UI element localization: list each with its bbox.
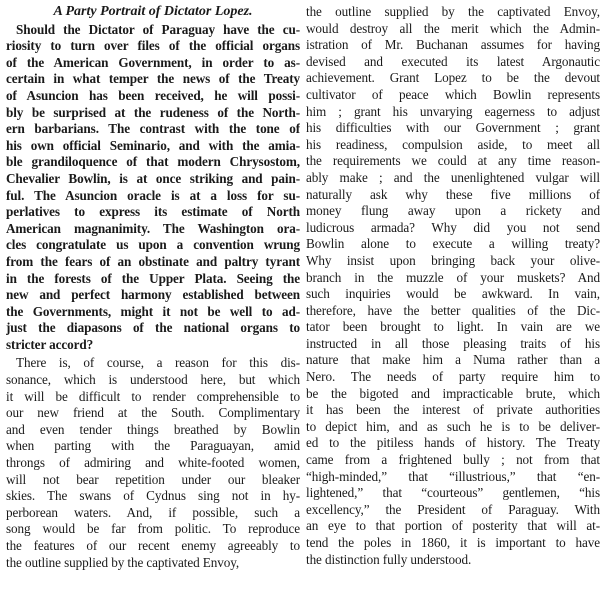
paragraph-2-line: throngs of admiring and white-footed women, bbox=[6, 455, 300, 471]
paragraph-1 bbox=[6, 22, 300, 354]
paragraph-1-line: of Asuncion has been received, he will possi- bbox=[6, 87, 300, 103]
paragraph-1-line: stricter accord? bbox=[6, 336, 94, 352]
paragraph-2-continued-line: lightened,” that “courteous” gentlemen, “his bbox=[306, 485, 600, 501]
paragraph-2 bbox=[6, 355, 300, 571]
paragraph-2-continued-line: devised and executed its latest Argonautic bbox=[306, 53, 600, 69]
paragraph-2-continued-line: tator been brought to light. In vain are we bbox=[306, 319, 600, 335]
paragraph-1-line: ful. The Asuncion oracle is at a loss for su- bbox=[6, 187, 300, 203]
paragraph-1-line: American magnanimity. The Washington ora- bbox=[6, 220, 300, 236]
paragraph-2-line: the features of our recent enemy agreeably to bbox=[6, 538, 300, 553]
paragraph-1-line: Chevalier Bowlin, is at once striking and pain- bbox=[6, 170, 300, 186]
paragraph-2-line: skies. The swans of Cydnus sing not in hy- bbox=[6, 488, 300, 504]
paragraph-2-continued bbox=[306, 4, 600, 568]
paragraph-2-continued-line: his difficulties with our Government ; grant bbox=[306, 120, 600, 136]
paragraph-2-continued-line: Why insist upon bringing back your olive- bbox=[306, 252, 600, 268]
paragraph-2-line: it will be difficult to render comprehensible to bbox=[6, 388, 300, 404]
paragraph-2-continued-line: such inquiries would be awkward. In vain, bbox=[306, 286, 600, 302]
paragraph-2-continued-line: it has been the interest of private authorities bbox=[306, 402, 600, 418]
paragraph-1-line: the Governments, might it not be well to ad- bbox=[6, 303, 300, 319]
paragraph-1-line: perlatives to express its estimate of North bbox=[6, 204, 300, 220]
paragraph-2-continued-line: money flung away upon a rickety and bbox=[306, 203, 600, 219]
paragraph-1-line: his own official Seminario, and with the amia- bbox=[6, 137, 300, 153]
paragraph-2-continued-line: the distinction fully understood. bbox=[306, 551, 472, 567]
paragraph-2-continued-line: came from a frightened bully ; not from that bbox=[306, 452, 600, 468]
paragraph-1-line: from the fears of an obstinate and paltry tyrant bbox=[6, 253, 300, 269]
paragraph-2-continued-line: ludicrous armada? Why did you not send bbox=[306, 219, 600, 235]
paragraph-2-continued-line: branch in the muzzle of your muskets? And bbox=[306, 269, 600, 285]
paragraph-2-continued-line: tend the poles in 1860, it is important to have bbox=[306, 535, 600, 550]
paragraph-1-line: in the forests of the Upper Plata. Seeing the bbox=[6, 270, 300, 286]
paragraph-2-continued-line: an eye to that portion of posterity that will at- bbox=[306, 518, 600, 534]
paragraph-2-continued-line: excellency,” the President of Paraguay. With bbox=[306, 501, 600, 517]
paragraph-2-continued-line: istration of Mr. Buchanan assumes for having bbox=[306, 37, 600, 53]
paragraph-1-line: cles congratulate us upon a convention wrung bbox=[6, 237, 300, 253]
paragraph-2-continued-line: to depict him, and as such he is to be deliver- bbox=[306, 418, 600, 434]
paragraph-2-continued-line: the requirements we could at any time reason- bbox=[306, 153, 600, 169]
paragraph-2-continued-line: achievement. Grant Lopez to be the devout bbox=[306, 70, 600, 86]
paragraph-2-line: song would be far from politic. To reproduce bbox=[6, 521, 300, 537]
paragraph-1-line: ern barbarians. The contrast with the tone of bbox=[6, 121, 300, 137]
paragraph-1-line: just the diapasons of the national organs to bbox=[6, 320, 300, 336]
paragraph-2-continued-line: Bowlin alone to execute a willing treaty? bbox=[306, 236, 600, 252]
paragraph-2-continued-line: therefore, have the better qualities of the Dic- bbox=[306, 302, 600, 318]
paragraph-2-line: will not bear repetition under our bleaker bbox=[6, 471, 300, 487]
paragraph-2-continued-line: cultivator of peace which Bowlin represents bbox=[306, 86, 600, 102]
paragraph-2-line: perborean waters. And, if possible, such a bbox=[6, 504, 300, 520]
paragraph-2-line: our new friend at the South. Complimentary bbox=[6, 405, 300, 421]
paragraph-2-line: There is, of course, a reason for this dis- bbox=[16, 355, 300, 371]
paragraph-2-continued-line: ed to the pitiless hands of history. The Treaty bbox=[306, 435, 600, 451]
paragraph-2-continued-line: Nero. The needs of party require him to bbox=[306, 369, 600, 385]
paragraph-2-line: when parting with the Paraguayan, amid bbox=[6, 438, 300, 454]
right-column bbox=[306, 4, 600, 568]
paragraph-2-continued-line: be the bigoted and impracticable brute, which bbox=[306, 385, 600, 401]
paragraph-2-continued-line: the outline supplied by the captivated Envoy, bbox=[306, 4, 600, 19]
paragraph-2-continued-line: nature that make him a Numa rather than a bbox=[306, 352, 600, 368]
paragraph-2-continued-line: his readiness, compulsion aside, to meet all bbox=[306, 136, 600, 152]
paragraph-2-continued-line: him ; grant his unvarying eagerness to adjust bbox=[306, 103, 600, 119]
paragraph-1-line: bly be surprised at the rudeness of the North- bbox=[6, 104, 300, 120]
paragraph-2-line: and even tender things breathed by Bowlin bbox=[6, 421, 300, 437]
paragraph-2-line: the outline supplied by the captivated Envoy, bbox=[6, 554, 240, 570]
paragraph-1-line: new and perfect harmony established between bbox=[6, 287, 300, 303]
paragraph-2-continued-line: ably make ; and the unenlightened vulgar will bbox=[306, 169, 600, 185]
paragraph-2-continued-line: instructed in all those pleasing traits of his bbox=[306, 335, 600, 351]
left-column bbox=[6, 4, 300, 571]
paragraph-1-line: certain in what temper the news of the Treaty bbox=[6, 71, 300, 87]
paragraph-1-line: Should the Dictator of Paraguay have the cu- bbox=[16, 21, 300, 37]
paragraph-2-line: sonance, which is understood here, but which bbox=[6, 372, 300, 388]
paragraph-1-line: riosity to turn over files of the official organs bbox=[6, 38, 300, 54]
paragraph-2-continued-line: naturally ask why these five millions of bbox=[306, 186, 600, 202]
paragraph-1-line: of the American Government, in order to as- bbox=[6, 54, 300, 70]
article-headline: A Party Portrait of Dictator Lopez. bbox=[53, 4, 253, 19]
paragraph-2-continued-line: “high-minded,” that “illustrious,” that “en- bbox=[306, 468, 600, 484]
paragraph-1-line: ble grandiloquence of that modern Chrysostom, bbox=[6, 154, 300, 170]
paragraph-2-continued-line: would destroy all the merit which the Admin- bbox=[306, 20, 600, 36]
